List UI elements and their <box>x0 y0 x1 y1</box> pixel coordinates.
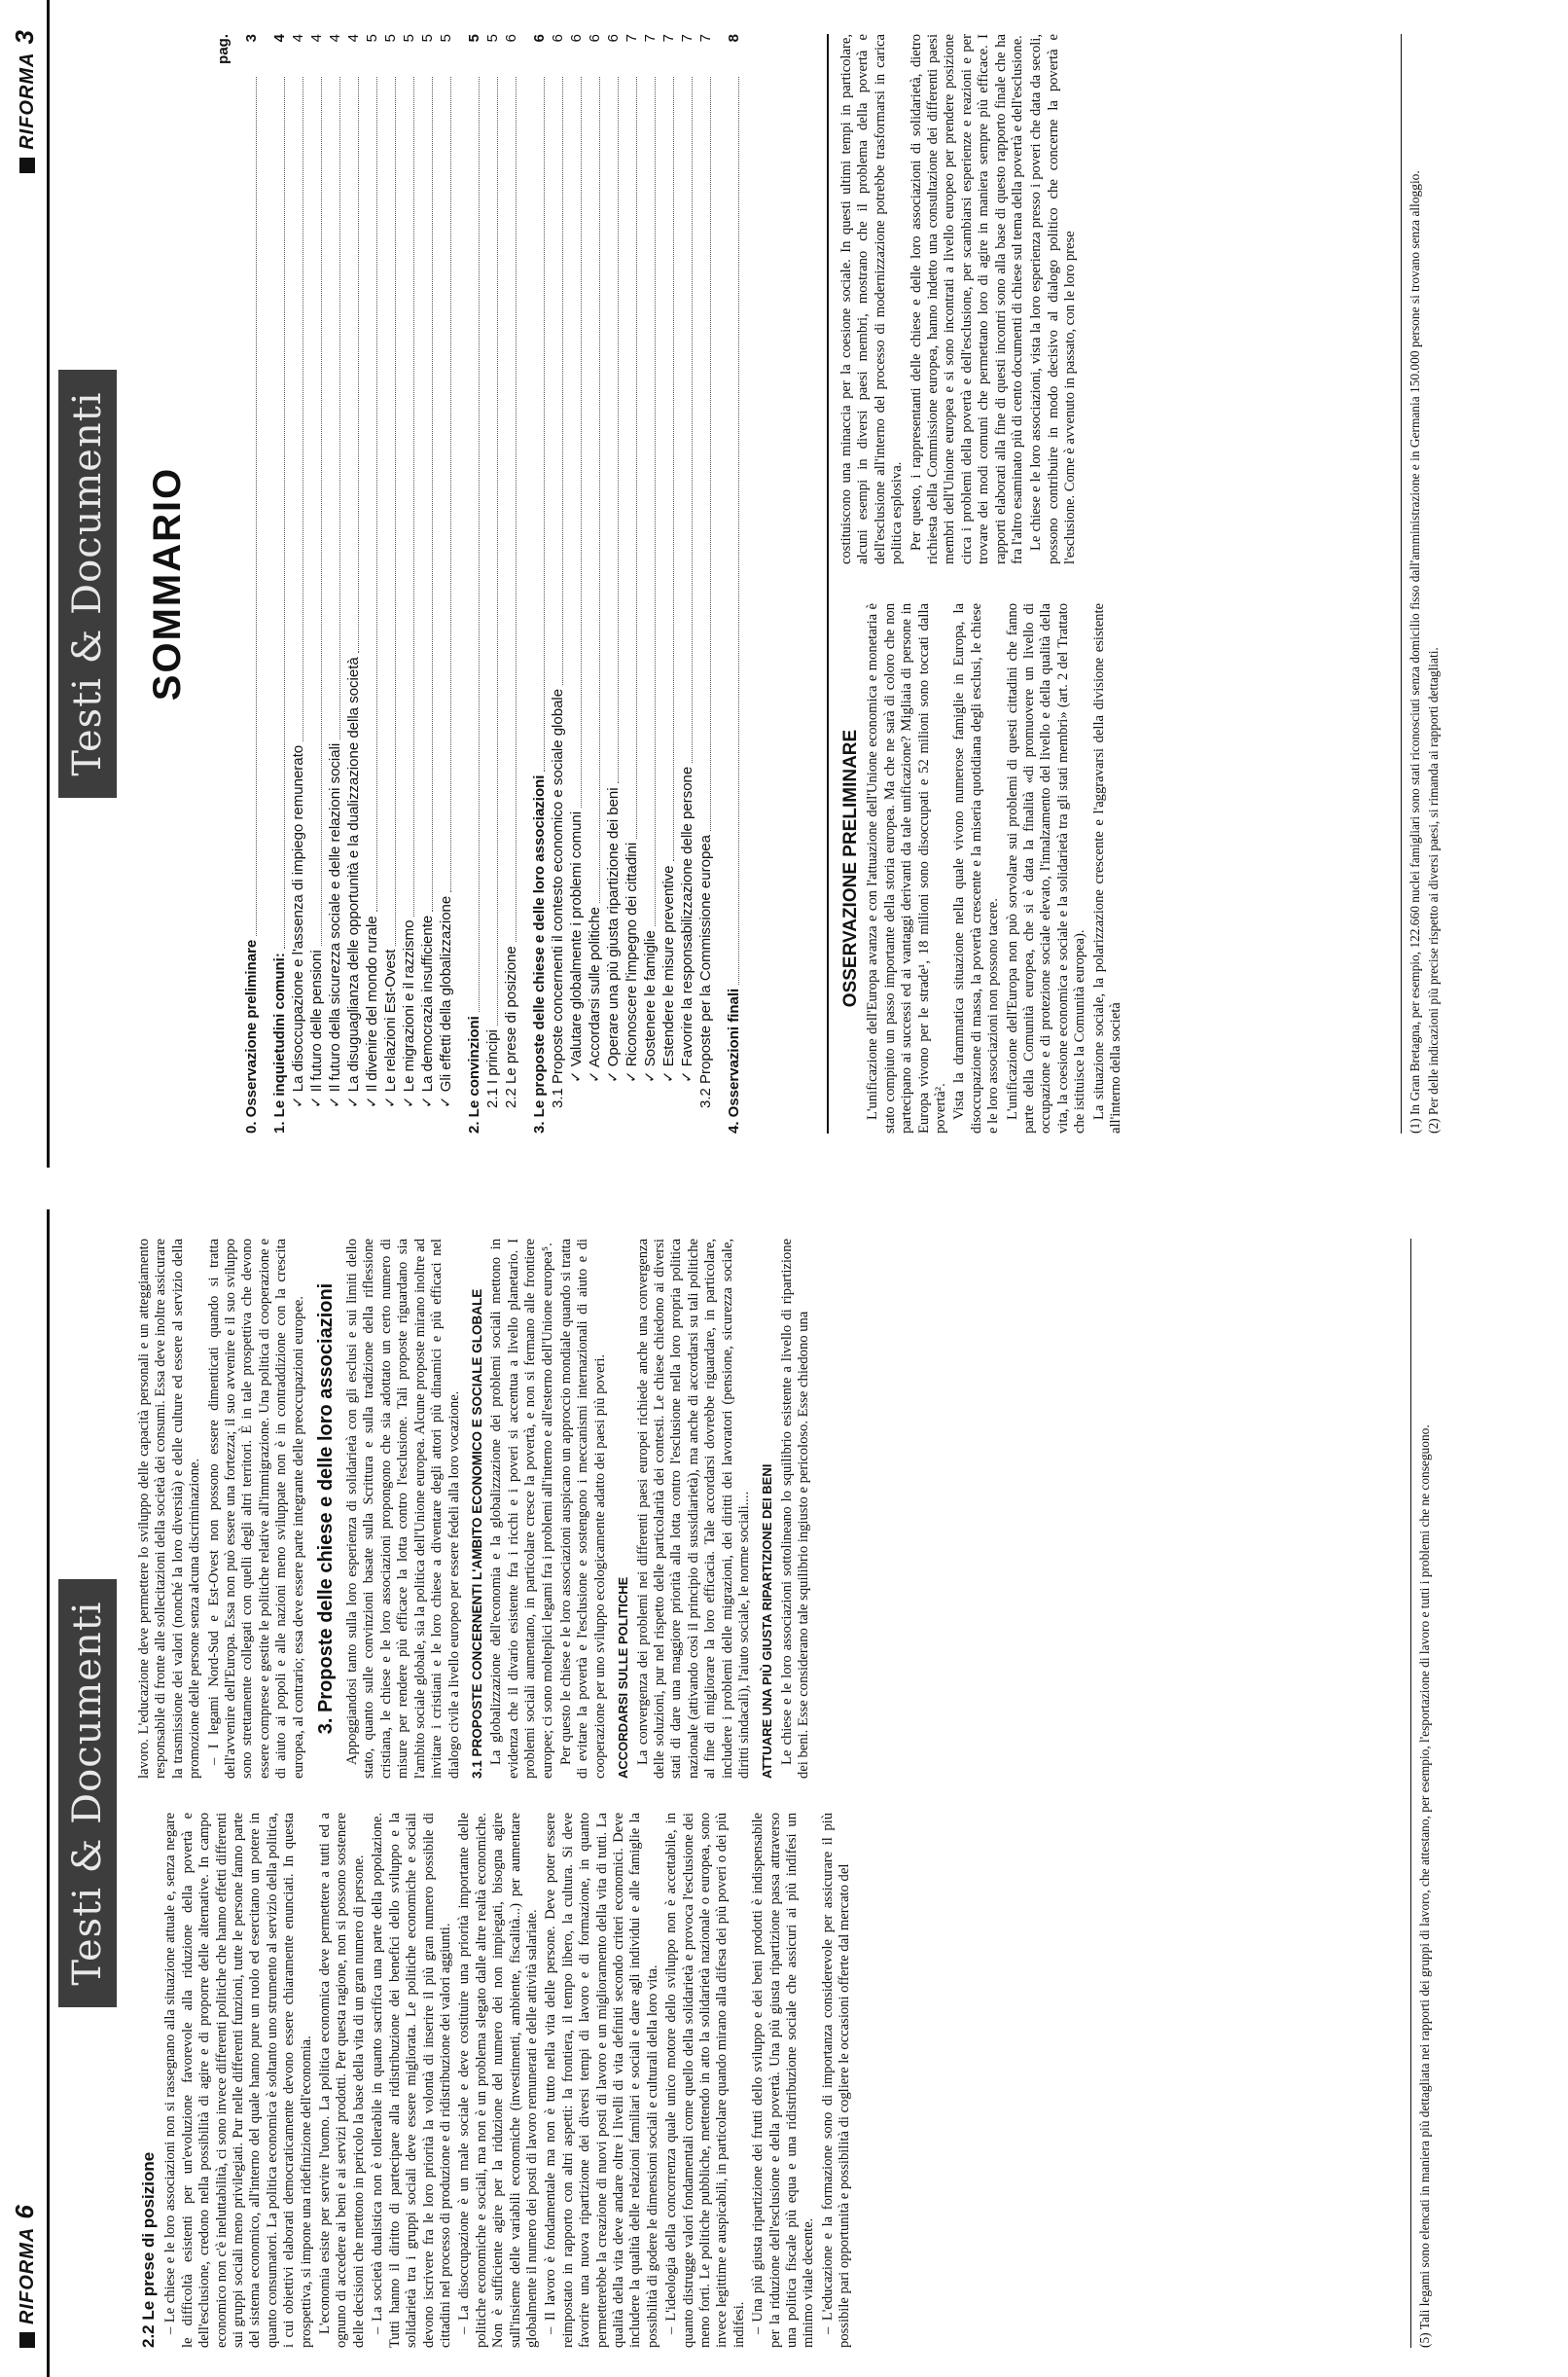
page-title: SOMMARIO <box>146 466 189 702</box>
toc-leader <box>562 77 563 685</box>
toc-page: 4 <box>290 34 306 43</box>
toc-leader <box>516 77 517 942</box>
paragraph: – L'educazione e la formazione sono di importanza considerevole per assicurare il più possibile pari opportunità e possibilità di cogliere le occasioni offerte dal mercato del <box>819 1813 853 2348</box>
paragraph: – I legami Nord-Sud e Est-Ovest non possono essere dimenticati quando si tratta dell'avvenire dell'Europa. Essa non può essere una fortezza; il suo avvenire e il suo sviluppo sono strettamente collegati con quelli degli altri territori. È in tale prospettiva che devono essere comprese e gestite le politiche relative all'immigrazione. Una politica di cooperazione e di aiuto ai popoli e alle nazioni meno sviluppate non è in contraddizione con la crescita europea, al contrario; essa deve essere parte integrante delle preoccupazioni europee. <box>205 1239 306 1779</box>
toc-label: ✓ La disuguaglianza delle opportunità e la dualizzazione della società <box>345 657 362 1108</box>
square-icon <box>19 2332 35 2348</box>
paragraph: Vista la drammatica situazione nella quale vivono numerose famiglie in Europa, la disoccupazione di massa, la povertà crescente e la miseria quotidiana degli esclusi, le chiese e le loro associazioni non possono tacere. <box>951 603 1002 1134</box>
section-heading: 2.2 Le prese di posizione <box>139 2151 158 2348</box>
footnote: (5) Tali legami sono elencati in maniera più dettagliata nei rapporti dei gruppi di lavoro, che attestano, per esempio, l'esportazione di lavoro e tutti i problemi che ne conseguono. <box>1417 1424 1432 2348</box>
right-column-2 <box>838 34 1383 564</box>
toc-row <box>549 34 567 1134</box>
paragraph: L'economia esiste per servire l'uomo. La politica economica deve permettere a tutti ed a ognuno di accedere ai beni e ai servizi prodotti. Per questa ragione, non si possono sostenere delle decisioni che mettono in pericolo la base della vita di un gran numero di persone. <box>317 1813 367 2348</box>
toc-row <box>567 34 586 1134</box>
toc-label: ✓ Il futuro della sicurezza sociale e delle relazioni sociali <box>327 742 343 1108</box>
toc-label: 2.2 Le prese di posizione <box>503 946 519 1108</box>
toc-page: 7 <box>660 34 677 43</box>
toc-label: 2.1 I principi <box>484 1029 501 1108</box>
right-column-1 <box>838 603 1383 1134</box>
toc-page: 5 <box>419 34 436 43</box>
toc-page: 6 <box>568 34 585 43</box>
toc-page: 4 <box>345 34 362 43</box>
toc-page: 5 <box>401 34 417 43</box>
toc-row <box>696 34 715 1134</box>
toc-label: ✓ Le migrazioni e il razzismo <box>401 919 417 1108</box>
left-page <box>0 1209 1568 2377</box>
toc-page: 6 <box>550 34 566 43</box>
toc-list <box>242 34 743 1134</box>
sub-heading: ATTUARE UNA PIÙ GIUSTA RIPARTIZIONE DEI BENI <box>760 1463 775 1779</box>
rubrica-label: RIFORMA <box>17 52 38 150</box>
toc-page: 3 <box>243 34 260 43</box>
toc-label: 4. Osservazioni finali <box>726 988 742 1134</box>
paragraph: La globalizzazione dell'economia e la globalizzazione dei problemi sociali mettono in evidenza che il divario esistente fra i ricchi e i poveri si accentua a livello planetario. I problemi sociali aumentano, in particolare cresce la povertà, e non si fermano alle frontiere europee; ci sono molteplici legami fra i problemi all'interno e all'esterno dell'Unione europea⁵. <box>488 1239 555 1779</box>
toc-label: ✓ Sostenere le famiglie <box>642 930 659 1083</box>
toc-row <box>586 34 604 1134</box>
toc-page: 4 <box>327 34 343 43</box>
paragraph: – Le chiese e le loro associazioni non si rassegnano alla situazione attuale e, senza negare le difficoltà esistenti per un'evoluzione favorevole alla riduzione della povertà e dell'esclusione, credono nella possibilità di agire e di proporre delle alternative. In campo economico non c'è ineluttabilità, ci sono invece differenti politiche che hanno effetti differenti sui gruppi sociali meno privilegiati. Pur nelle differenti funzioni, tutte le persone fanno parte del sistema economico, all'interno del quale hanno pure un ruolo ed esercitano un potere in quanto consumatori. La politica economica è soltanto uno strumento al servizio della politica, i cui obiettivi elaborati democraticamente devono essere chiaramente enunciati. In questa prospettiva, si impone una ridefinizione dell'economia. <box>162 1813 314 2348</box>
toc-row <box>363 34 381 1134</box>
toc-label: ✓ Le relazioni Est-Ovest <box>382 949 399 1108</box>
toc-row <box>530 34 549 1134</box>
paragraph: Appoggiandosi tanto sulla loro esperienza di solidarietà con gli esclusi e sui limiti dello stato, quanto sulle convinzioni basate sulla Scrittura e sulla tradizione della riflessione cristiana, le chiese e le loro associazioni propongono che sia adottato un certo numero di misure per rendere più efficace la lotta contro l'esclusione. Tali proposte riguardano sia l'ambito sociale globale, sia la politica dell'Unione europea. Alcune proposte mirano inoltre ad invitare i cristiani e le loro chiese a diventare degli attori più dinamici e più efficaci nel dialogo civile a livello europeo per essere fedeli alla loro vocazione. <box>344 1239 462 1779</box>
toc-leader <box>256 77 257 936</box>
paragraph: Le chiese e le loro associazioni, vista la loro esperienza presso i poveri che data da secoli, possono contribuire in modo decisivo al dialogo politico che concerne la povertà e l'esclusione. Come è avvenuto in passato, con le loro prese <box>1028 34 1079 564</box>
toc-row <box>242 34 261 1134</box>
toc-leader <box>655 77 656 926</box>
toc-label: ✓ Riconoscere l'impegno dei cittadini <box>624 842 640 1083</box>
footnotes <box>1410 1239 1436 2348</box>
rubrica-label: RIFORMA <box>17 2226 38 2324</box>
toc-page: 4 <box>271 34 288 43</box>
toc-row <box>307 34 326 1134</box>
top-rule <box>8 0 50 1168</box>
paragraph: costituiscono una minaccia per la coesione sociale. In questi ultimi tempi in particolare, alcuni esempi in diversi paesi membri, mostrano che il problema della povertà e dell'esclusione all'interno del processo di modernizzazione potrebbe trasformarsi in carica politica esplosiva. <box>838 34 906 564</box>
section-banner: Testi & Documenti <box>58 370 117 798</box>
running-header <box>10 29 40 173</box>
paragraph: lavoro. L'educazione deve permettere lo sviluppo delle capacità personali e un atteggiamento responsabile di fronte alle sollecitazioni della società dei consumi. Essa deve inoltre assicurare la trasmissione dei valori (nonché la loro diversità) e delle culture ed essere al servizio della promozione delle persone senza alcuna discriminazione. <box>136 1239 203 1779</box>
paragraph: L'unificazione dell'Europa non può sorvolare sui problemi di questi cittadini che fanno parte della Comunità europea, che si è data la finalità «di promuovere un livello di occupazione e di protezione sociale elevato, l'innalzamento del livello e della qualità della vita, la coesione economica e sociale e la solidarietà tra gli stati membri» (art. 2 del Trattato che istituisce la Comunità europea). <box>1004 603 1088 1134</box>
paragraph: – Una più giusta ripartizione dei frutti dello sviluppo e dei beni prodotti è indispensabile per la riduzione dell'esclusione e della povertà. Una più giusta ripartizione passa attraverso una politica fiscale più equa e una ridistribuzione sociale che assicuri ai più indifesi un minimo vitale decente. <box>750 1813 817 2348</box>
toc-leader <box>544 77 545 772</box>
paragraph: – Il lavoro è fondamentale ma non è tutto nella vita delle persone. Deve poter essere reimpostato in rapporto con altri aspetti: la frontiera, il tempo libero, la cultura. Si deve favorire una nuova ripartizione dei diversi tempi di lavoro e di formazione, in quanto permetterebbe la creazione di nuovi posti di lavoro e un miglioramento della vita di tutti. La qualità della vita deve andare oltre i livelli di vita definiti secondo criteri economici. Deve includere la qualità delle relazioni familiari e sociali e dare agli individui e alle famiglie la possibilità di godere le dimensioni sociali e culturali della loro vita. <box>543 1813 660 2348</box>
paragraph: L'unificazione dell'Europa avanza e con l'attuazione dell'Unione economica e monetaria è stato compiuto un passo importante della storia europea. Ma che ne sarà di coloro che non partecipano ai successi ed ai vantaggi derivanti da tale unificazione? Migliaia di persone in Europa vivono per le strade¹, 18 milioni sono disoccupati e 52 milioni sono toccati dalla povertà². <box>865 603 949 1134</box>
toc-row <box>381 34 400 1134</box>
toc-leader <box>450 77 451 892</box>
toc-row <box>502 34 520 1134</box>
toc-leader <box>618 77 619 783</box>
toc-page: 7 <box>697 34 714 43</box>
toc-row <box>437 34 455 1134</box>
paragraph: Per questo, i rappresentanti delle chiese e delle loro associazioni di solidarietà, dietro richiesta della Commissione europea, hanno indetto una consultazione dei differenti paesi membri dell'Unione europea e si sono incontrati a livello europeo per prendere posizione circa i problemi della povertà e dell'esclusione, per scambiarsi esperienze e reazioni e per trovare dei modi comuni che permettano loro di agire in maniera sempre più efficace. I rapporti elaborati alla fine di questi incontri sono alla base di questo rapporto finale che ha fra l'altro esaminato più di cento documenti di chiese sul tema della povertà e dell'esclusione. <box>908 34 1026 564</box>
page-number: 3 <box>10 29 39 45</box>
toc-leader <box>432 77 433 912</box>
footnotes <box>1401 34 1444 1134</box>
running-header <box>10 2204 40 2348</box>
divider <box>827 34 829 1134</box>
toc-page: 4 <box>308 34 325 43</box>
toc-row <box>418 34 437 1134</box>
toc-row <box>326 34 344 1134</box>
toc-leader <box>284 77 285 949</box>
paragraph: Per questo le chiese e le loro associazioni auspicano un approccio mondiale quando si tratta di evitare la povertà e l'esclusione e sostengono i meccanismi internazionali di aiuto e di cooperazione per uno sviluppo ecologicamente adatto dei paesi più poveri. <box>557 1239 608 1779</box>
toc-row <box>289 34 307 1134</box>
toc-label: ✓ Il divenire del mondo rurale <box>364 916 380 1108</box>
right-page <box>0 0 1568 1168</box>
paragraph: Le chiese e le loro associazioni sottolineano lo squilibrio esistente a livello di ripartizione dei beni. Esse considerano tale squilibrio ingiusto e pericoloso. Esse chiedono una <box>778 1239 812 1779</box>
toc-page: 7 <box>642 34 659 43</box>
toc-row <box>344 34 363 1134</box>
section-heading: OSSERVAZIONE PRELIMINARE <box>840 729 861 1008</box>
toc-row <box>604 34 623 1134</box>
toc-page: 6 <box>503 34 519 43</box>
footnote: (1) In Gran Bretagna, per esempio, 122.660 nuclei famigliari sono stati riconosciuti senza domicilio fisso dall'amministrazione e in Germania 150.000 persone si trovano senza alloggio. <box>1408 170 1422 1134</box>
toc-row <box>400 34 418 1134</box>
toc-leader <box>479 77 480 1012</box>
toc-leader <box>321 77 322 946</box>
toc-leader <box>599 77 600 903</box>
toc-label: ✓ Operare una più giusta ripartizione dei beni <box>605 787 622 1083</box>
paragraph: – L'ideologia della concorrenza quale unico motore dello sviluppo non è accettabile, in quanto distrugge valori fondamentali come quello della solidarietà e provoca l'esclusione dei meno forti. Le politiche pubbliche, mettendo in atto la solidarietà nazionale o europea, sono invece legittime e auspicabili, in particolare quando mirano alla difesa dei più poveri o dei più indifesi. <box>663 1813 747 2348</box>
toc-page: 5 <box>382 34 399 43</box>
paragraph: La situazione sociale, la polarizzazione crescente e l'aggravarsi della divisione esistente all'interno della società <box>1090 603 1124 1134</box>
toc-page: 6 <box>587 34 603 43</box>
section-heading: 3. Proposte delle chiese e delle loro associazioni <box>315 1282 338 1735</box>
toc-label: 1. Le inquietudini comuni: <box>271 953 288 1134</box>
toc-row <box>659 34 678 1134</box>
toc-leader <box>692 77 693 763</box>
toc-row <box>483 34 502 1134</box>
paragraph: – La disoccupazione è un male sociale e deve costituire una priorità importante delle politiche economiche e sociali, ma non è un problema slegato dalle altre realtà economiche. Non è sufficiente agire per la riduzione del numero dei non impiegati, bisogna agire sull'insieme delle variabili economiche (investimenti, ambiente, fiscalità...) per aumentare globalmente il numero dei posti di lavoro remunerati e delle attività salariate. <box>456 1813 540 2348</box>
toc-page: 5 <box>364 34 380 43</box>
table-of-contents <box>214 34 743 1134</box>
toc-page-header: pag. <box>215 34 232 64</box>
toc-leader <box>413 77 414 917</box>
toc-label: 3.1 Proposte concernenti il contesto economico e sociale globale <box>550 688 566 1108</box>
toc-leader <box>581 77 582 808</box>
toc-page: 5 <box>438 34 454 43</box>
toc-row <box>465 34 483 1134</box>
section-banner: Testi & Documenti <box>58 1579 117 2007</box>
toc-label: ✓ La disoccupazione e l'assenza di impiego remunerato <box>290 744 306 1108</box>
toc-label: ✓ Valutare globalmente i problemi comuni <box>568 810 585 1083</box>
square-icon <box>19 158 35 173</box>
top-rule <box>8 1209 50 2377</box>
toc-page: 6 <box>531 34 548 43</box>
paragraph: La convergenza dei problemi nei differenti paesi europei richiede anche una convergenza delle soluzioni, pur nel rispetto delle particolarità dei contesti. Le chiese chiedono ai diversi stati di dare una maggiore priorità alla lotta contro l'esclusione nella loro propria politica nazionale (attivando così il principio di sussidiarietà), ma anche di accordarsi su tali politiche al fine di migliorare la loro efficacia. Tale accordarsi dovrebbe riguardare, in particolare, includere i problemi delle migrazioni, dei diritti dei lavoratori (pensione, sicurezza sociale, diritti sindacali), l'aiuto sociale, le norme sociali.... <box>634 1239 752 1779</box>
toc-page: 5 <box>484 34 501 43</box>
toc-leader <box>710 77 711 831</box>
toc-row <box>725 34 743 1134</box>
toc-label: 3. Le proposte delle chiese e delle loro associazioni <box>531 774 548 1134</box>
toc-leader <box>636 77 637 839</box>
toc-label: ✓ Gli effetti della globalizzazione <box>438 895 454 1108</box>
toc-page: 5 <box>466 34 482 43</box>
toc-leader <box>358 77 359 653</box>
toc-row <box>678 34 696 1134</box>
toc-label: ✓ Il futuro delle pensioni <box>308 950 325 1108</box>
toc-label: ✓ La democrazia insufficiente <box>419 915 436 1108</box>
toc-label: ✓ Favorire la responsabilizzazione delle persone <box>679 766 695 1083</box>
toc-leader <box>339 77 340 739</box>
toc-row <box>270 34 289 1134</box>
toc-label: 3.2 Proposte per la Commissione europea <box>697 835 714 1108</box>
toc-leader <box>673 77 674 861</box>
toc-label: 2. Le convinzioni <box>466 1016 482 1134</box>
paragraph: – La società dualistica non è tollerabile in quanto sacrifica una parte della popolazione. Tutti hanno il diritto di partecipare alla ridistribuzione dei benefici dello sviluppo e la solidarietà tra i gruppi sociali deve essere migliorata. Le politiche economiche e sociali devono iscrivere fra le loro priorità la volontà di inserire il più gran numero possibile di cittadini nel processo di produzione e di ridistribuzione dei valori aggiunti. <box>370 1813 453 2348</box>
footnote: (2) Per delle indicazioni più precise rispetto ai diversi paesi, si rimanda ai rapporti dettagliati. <box>1426 647 1441 1134</box>
subsection-heading: 3.1 PROPOSTE CONCERNENTI L'AMBITO ECONOMICO E SOCIALE GLOBALE <box>469 1288 484 1779</box>
left-column-2 <box>136 1239 1391 1779</box>
toc-label: ✓ Estendere le misure preventive <box>660 865 677 1083</box>
toc-page: 6 <box>605 34 622 43</box>
toc-leader <box>738 77 739 985</box>
toc-leader <box>376 77 377 912</box>
toc-row <box>641 34 659 1134</box>
toc-page: 8 <box>726 34 742 43</box>
toc-page: 7 <box>624 34 640 43</box>
toc-label: ✓ Accordarsi sulle politiche <box>587 907 603 1083</box>
page-number: 6 <box>10 2204 39 2219</box>
toc-row <box>623 34 641 1134</box>
left-column-1 <box>136 1813 1391 2348</box>
sub-heading: ACCORDARSI SULLE POLITICHE <box>616 1576 631 1779</box>
toc-leader <box>395 77 396 946</box>
toc-leader <box>497 77 498 1026</box>
toc-page: 7 <box>679 34 695 43</box>
toc-label: 0. Osservazione preliminare <box>243 939 260 1134</box>
